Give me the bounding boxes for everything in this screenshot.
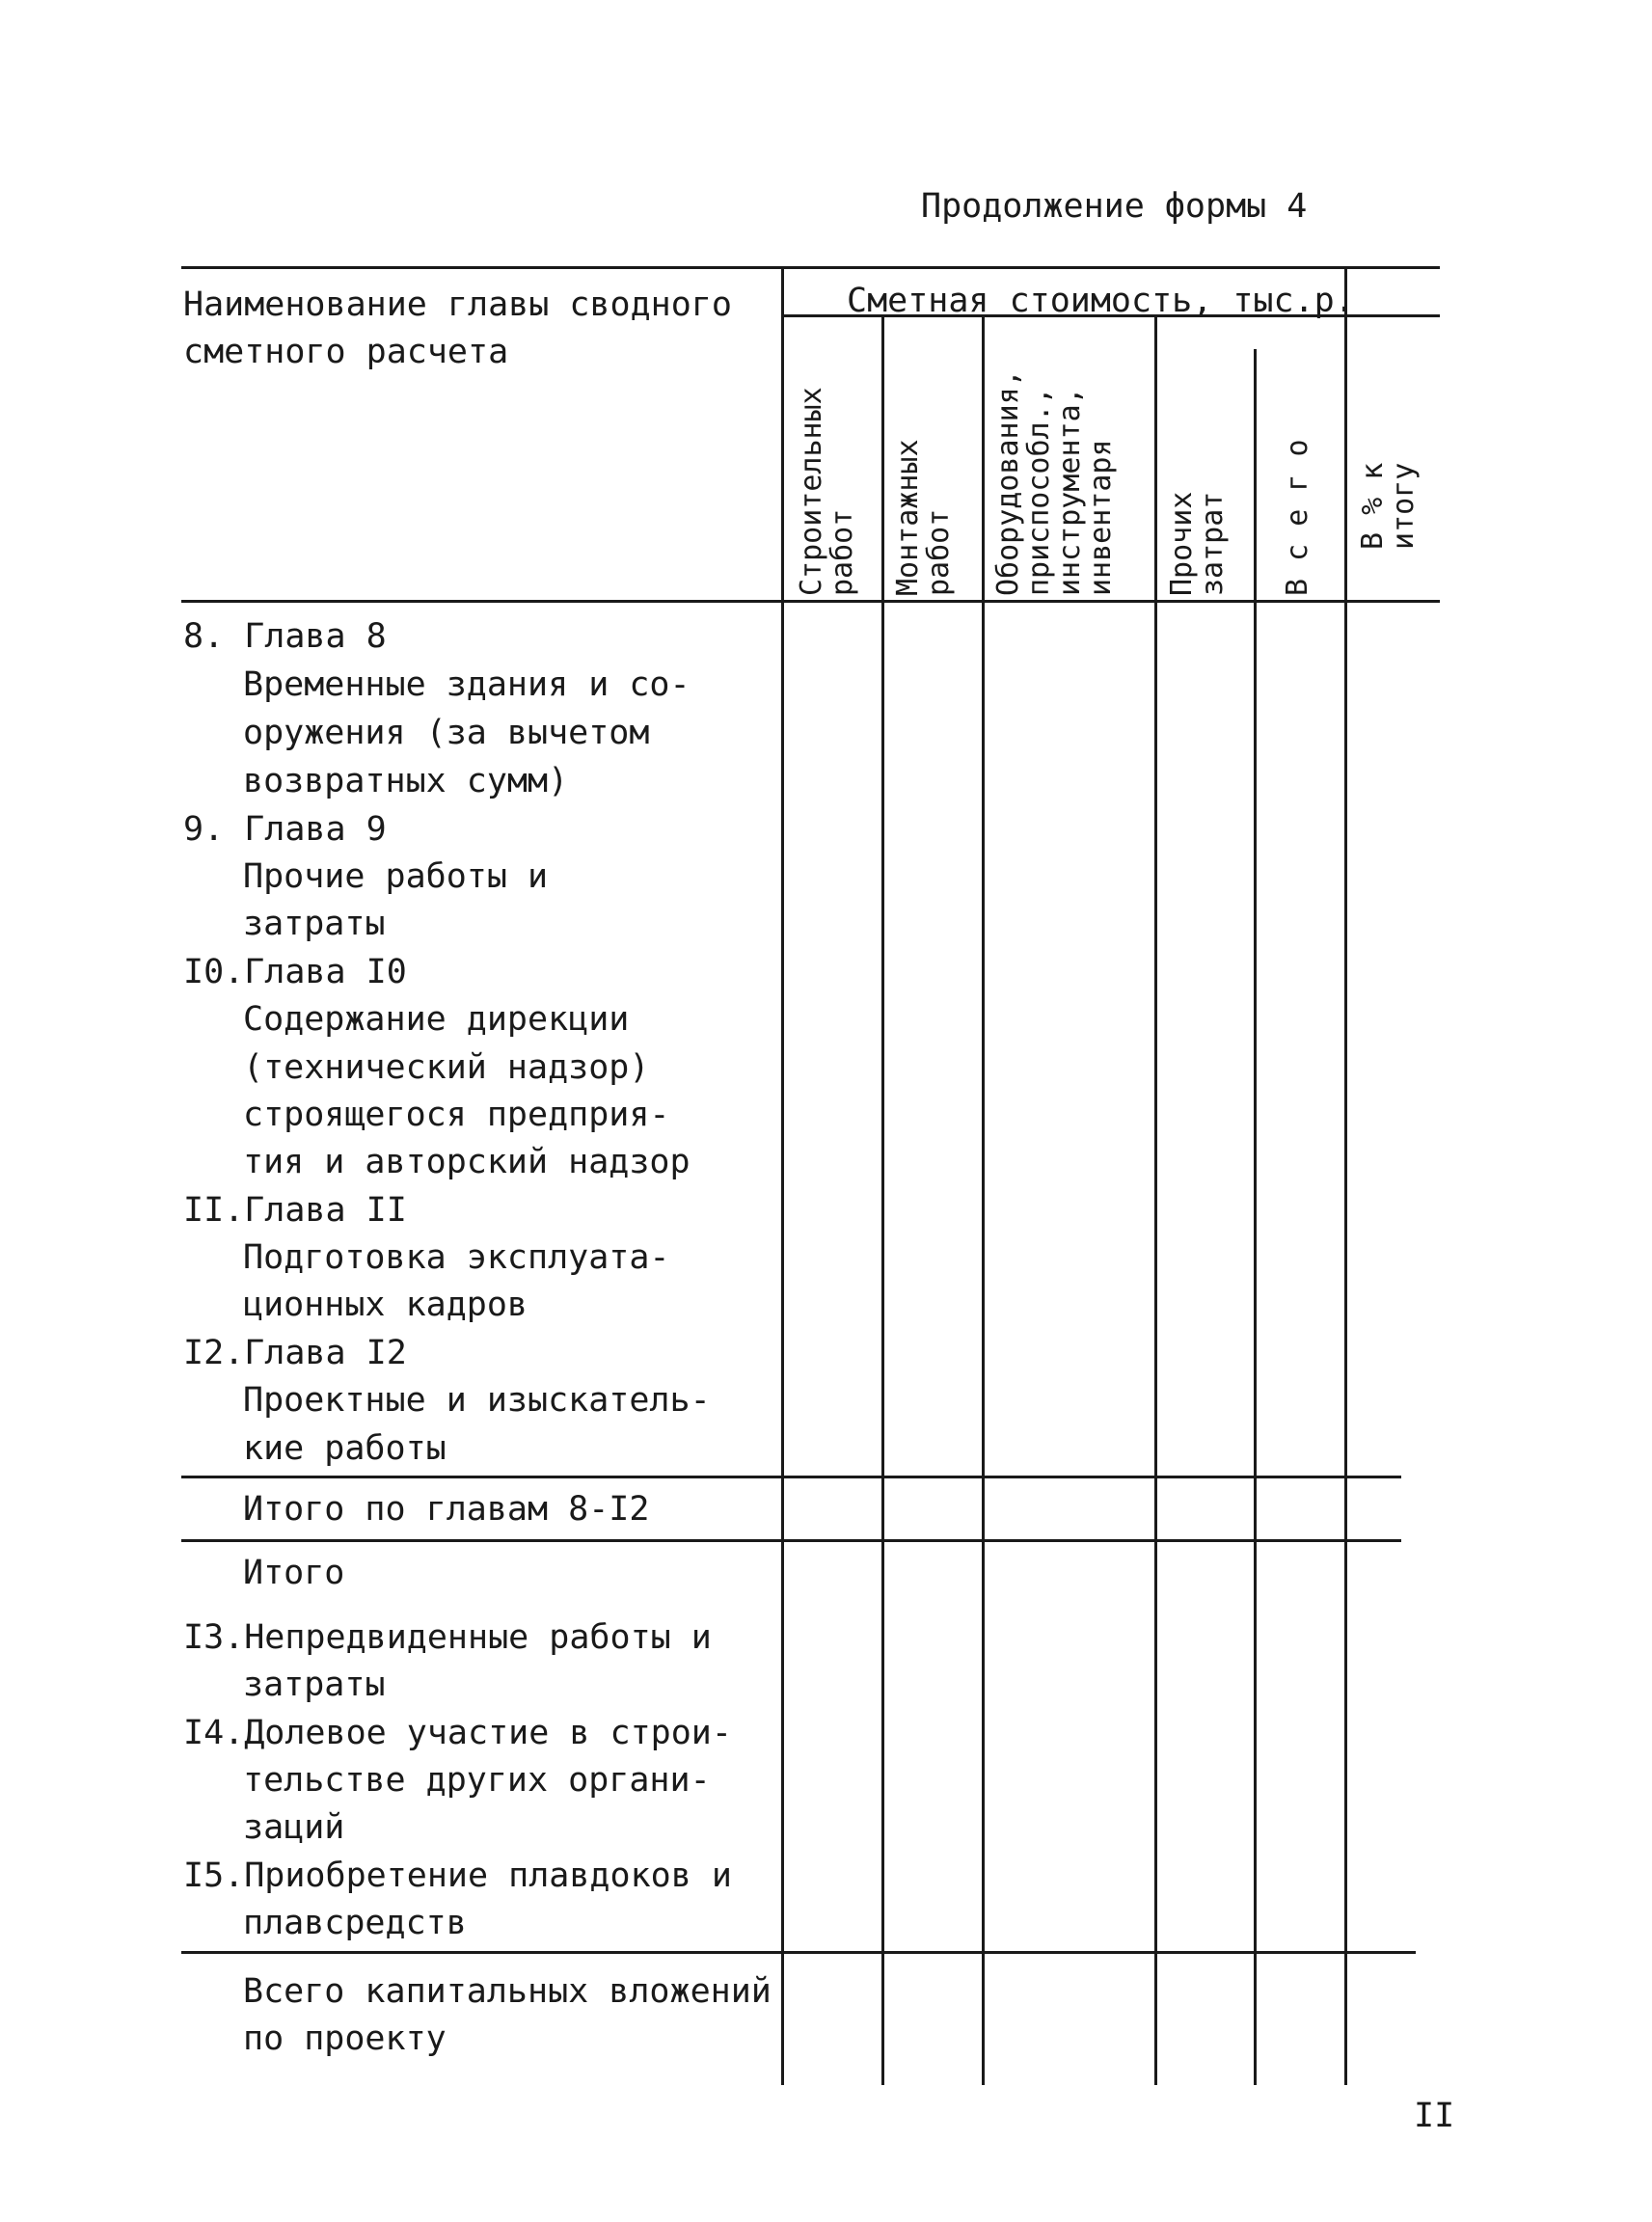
row-chapter-12: I2.Глава I2 — [183, 1334, 407, 1372]
row-chapter-9-desc-1: Прочие работы и — [243, 857, 549, 896]
header-col-equipment-line4: инвентаря — [1084, 439, 1118, 596]
column-divider-other — [1254, 349, 1257, 2085]
header-col-total-text: В с е г о — [1281, 439, 1314, 596]
row-total: Итого — [243, 1554, 345, 1592]
row-chapter-9-desc-2: затраты — [243, 905, 386, 943]
header-col-percent-line2: итогу — [1387, 462, 1421, 550]
header-col-equipment — [993, 369, 1117, 596]
header-col-percent-line1: В % к — [1356, 462, 1390, 550]
row-chapter-10-desc-2: (технический надзор) — [243, 1048, 650, 1087]
row-grand-total-desc: по проекту — [243, 2019, 447, 2058]
column-divider-equipment — [1154, 314, 1157, 2085]
column-divider-construction — [881, 314, 884, 2085]
header-bottom-rule — [181, 600, 1440, 603]
row-chapter-8-desc-1: Временные здания и со- — [243, 665, 691, 704]
subtotal-bottom-rule — [181, 1539, 1401, 1542]
row-chapter-10: I0.Глава I0 — [183, 953, 407, 991]
row-chapter-9: 9. Глава 9 — [183, 810, 387, 849]
header-col-other — [1167, 492, 1229, 596]
row-chapter-10-desc-3: строящегося предприя- — [243, 1096, 670, 1134]
table-top-rule — [181, 266, 1440, 269]
header-cost-group: Сметная стоимость, тыс.р. — [847, 282, 1355, 320]
row-item-14: I4.Долевое участие в строи- — [183, 1714, 732, 1752]
row-item-13: I3.Непредвиденные работы и — [183, 1618, 712, 1657]
row-chapter-8-desc-2: оружения (за вычетом — [243, 714, 650, 752]
header-col-construction-line2: работ — [826, 508, 859, 596]
row-item-14-desc-2: заций — [243, 1808, 345, 1847]
column-divider-total — [1344, 266, 1347, 2085]
row-chapter-12-desc-2: кие работы — [243, 1429, 447, 1468]
row-subtotal-8-12: Итого по главам 8-I2 — [243, 1490, 650, 1529]
row-item-14-desc-1: тельстве других органи- — [243, 1761, 711, 1800]
header-name-line2: сметного расчета — [183, 333, 509, 371]
column-divider-name — [781, 266, 784, 2085]
row-chapter-8: 8. Глава 8 — [183, 617, 387, 656]
row-chapter-8-desc-3: возвратных сумм) — [243, 762, 569, 800]
subtotal-top-rule — [181, 1476, 1401, 1478]
row-item-15: I5.Приобретение плавдоков и — [183, 1856, 732, 1895]
row-chapter-10-desc-4: тия и авторский надзор — [243, 1143, 691, 1181]
row-chapter-11-desc-1: Подготовка эксплуата- — [243, 1238, 670, 1277]
row-chapter-11: II.Глава II — [183, 1191, 407, 1230]
header-col-percent — [1358, 463, 1420, 550]
header-col-construction — [797, 387, 858, 596]
header-col-installation — [893, 439, 955, 596]
row-grand-total: Всего капитальных вложений — [243, 1972, 772, 2011]
grand-total-top-rule — [181, 1951, 1416, 1954]
form-caption: Продолжение формы 4 — [921, 187, 1308, 226]
header-col-installation-line1: Монтажных — [891, 439, 925, 596]
header-col-total — [1283, 439, 1313, 596]
header-col-construction-line1: Строительных — [795, 387, 828, 596]
row-chapter-10-desc-1: Содержание дирекции — [243, 1000, 630, 1039]
row-chapter-12-desc-1: Проектные и изыскатель- — [243, 1381, 711, 1420]
header-col-equipment-line1: Оборудования, — [991, 369, 1025, 596]
header-col-other-line2: затрат — [1196, 491, 1230, 596]
column-divider-installation — [982, 314, 985, 2085]
page-number: II — [1414, 2097, 1455, 2135]
header-col-installation-line2: работ — [922, 508, 956, 596]
header-name-line1: Наименование главы сводного — [183, 285, 732, 324]
header-col-equipment-line2: приспособл., — [1022, 387, 1056, 596]
row-item-13-desc: затраты — [243, 1666, 386, 1704]
header-col-equipment-line3: инструмента, — [1053, 387, 1087, 596]
row-chapter-11-desc-2: ционных кадров — [243, 1286, 528, 1324]
row-item-15-desc: плавсредств — [243, 1904, 467, 1942]
header-col-other-line1: Прочих — [1165, 491, 1199, 596]
